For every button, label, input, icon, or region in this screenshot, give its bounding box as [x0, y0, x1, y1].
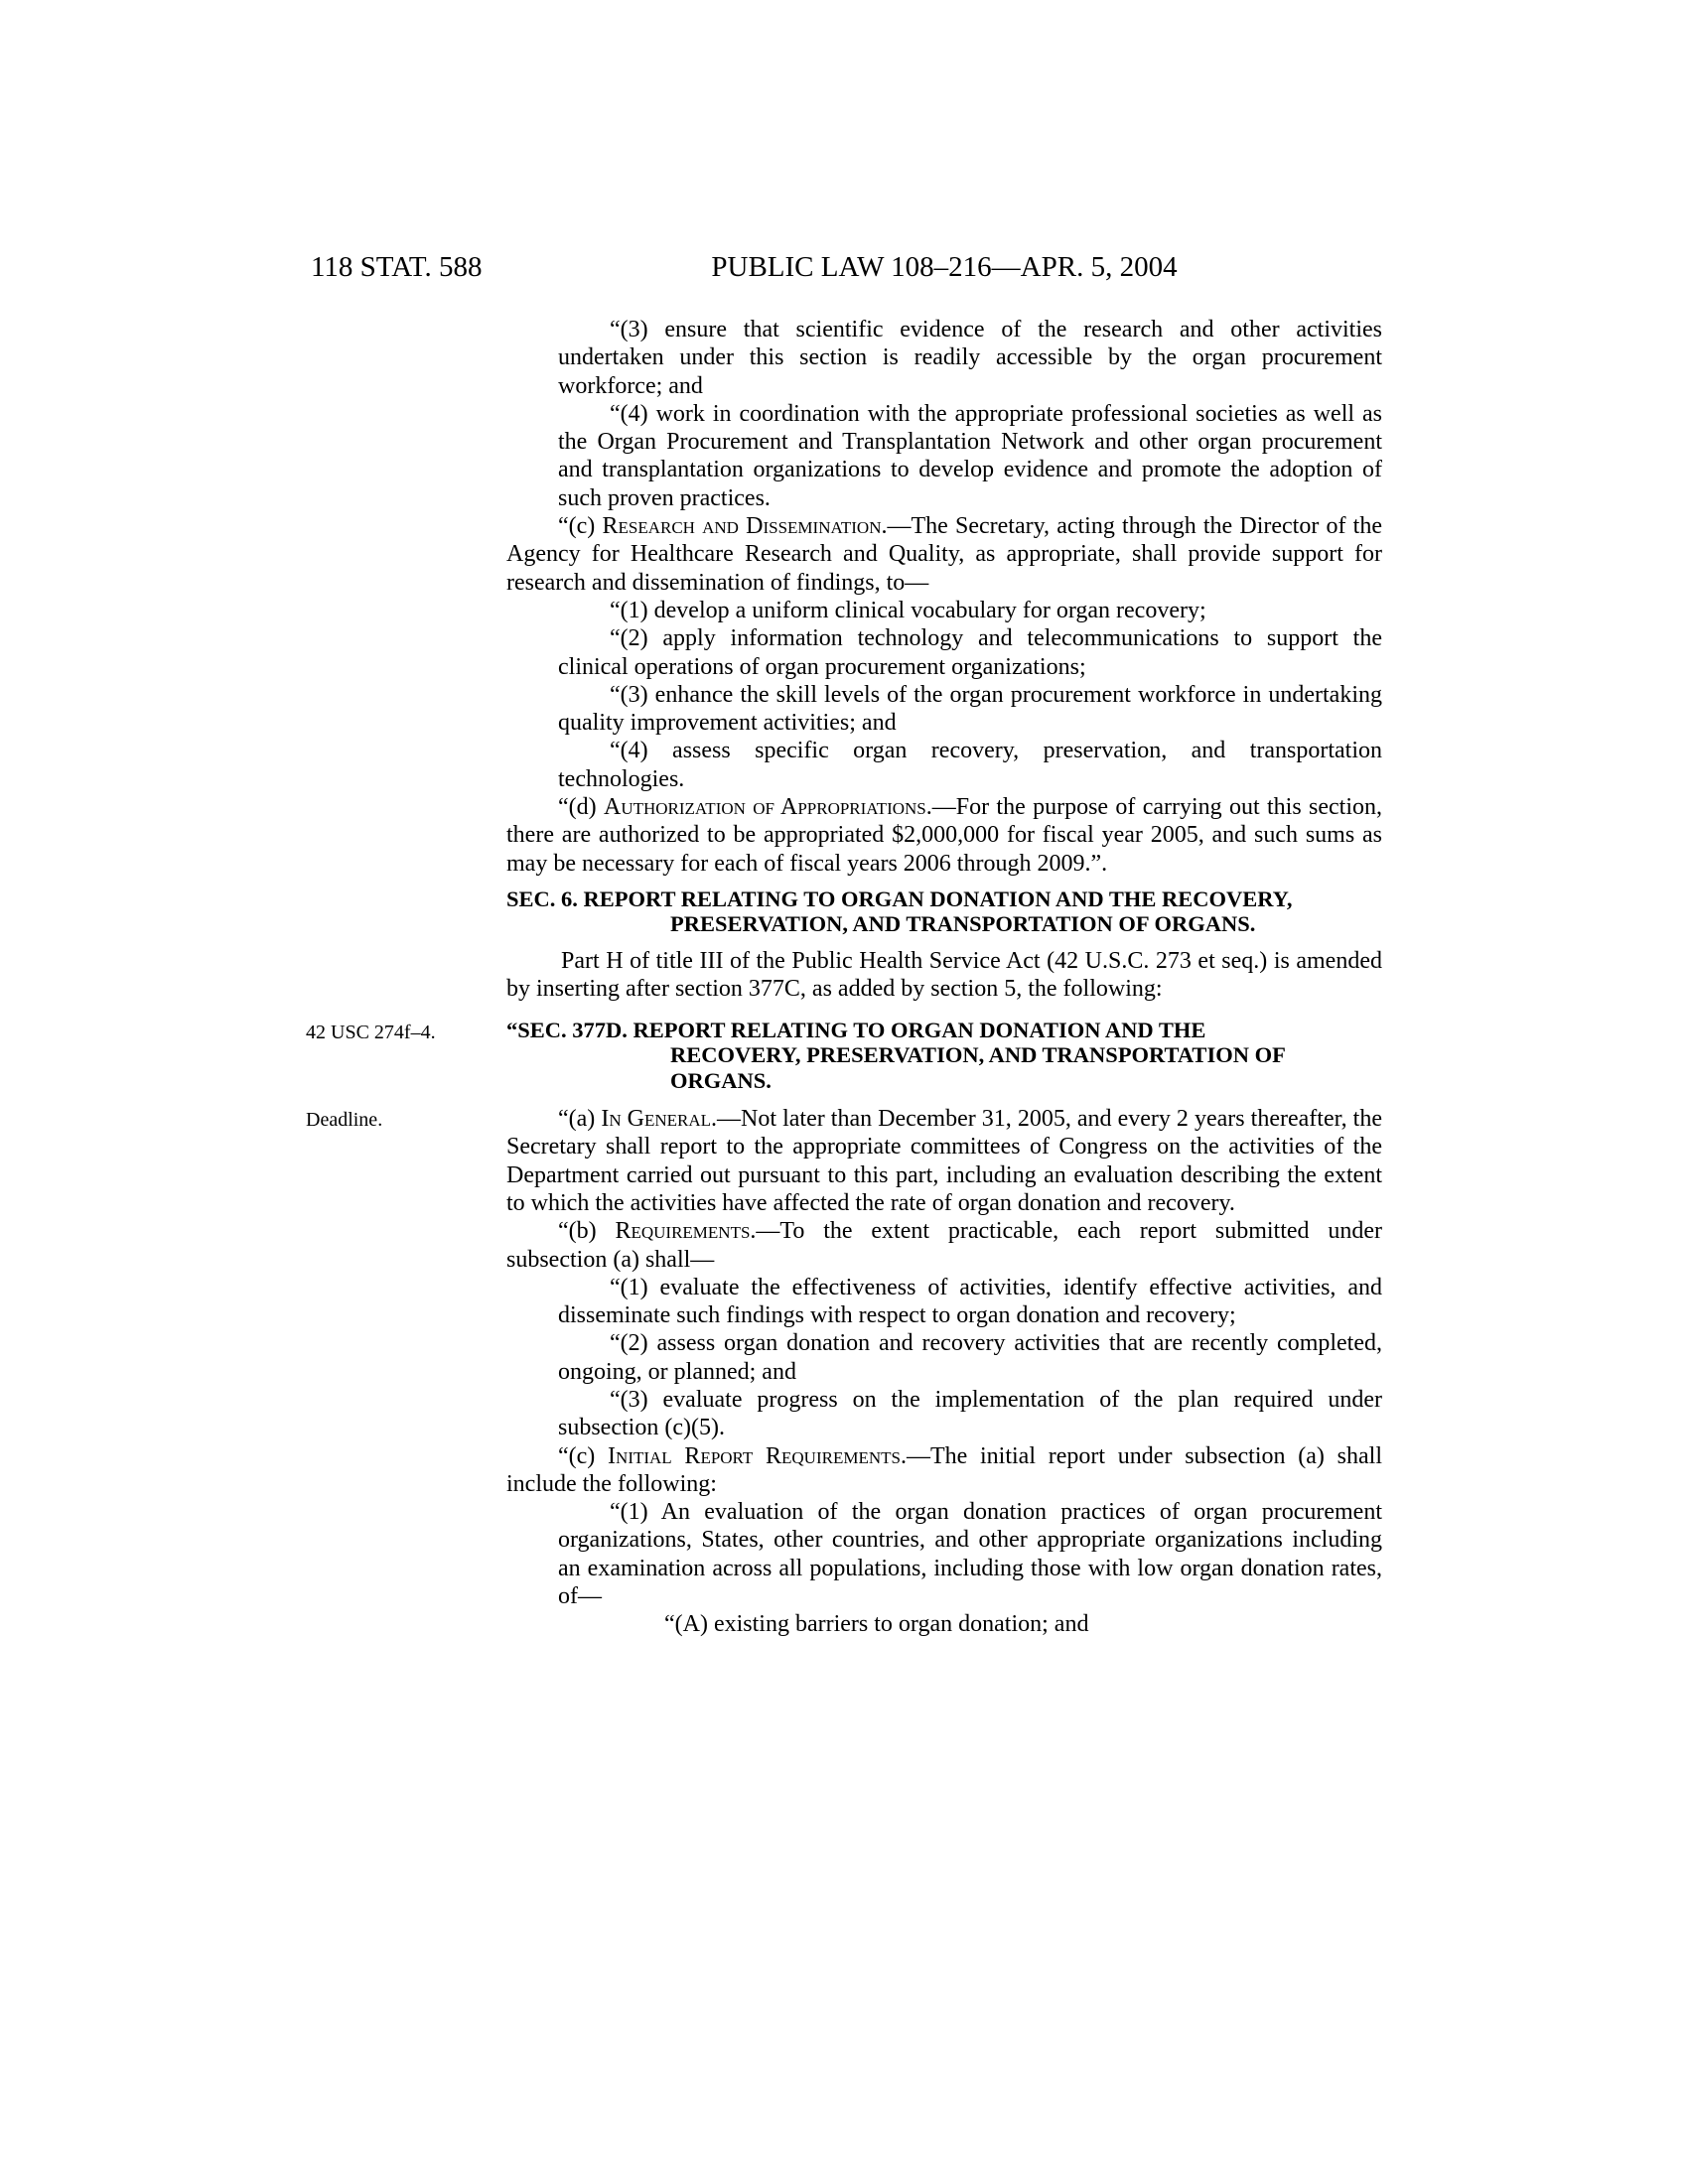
paragraph-text: .—The initial report under subsection (a) shall include the following:: [506, 1442, 1382, 1497]
paragraph-text: “(c): [558, 513, 603, 540]
stat-page-number: 118 STAT. 588: [311, 251, 483, 283]
paragraph-text: .—For the purpose of carrying out this section, there are authorized to be appropriated $2,000,000 for fiscal year 2005, and such sums as may be necessary for each of fiscal years 2006 through 2009.”.: [506, 794, 1383, 877]
section-heading: [506, 887, 1382, 937]
statute-paragraph: [506, 1217, 1382, 1274]
statute-paragraph: [558, 681, 1382, 738]
section-heading-line: ORGANS.: [670, 1067, 772, 1093]
statute-paragraph: [558, 316, 1382, 400]
paragraph-text: “(2) assess organ donation and recovery activities that are recently completed, ongoing, or planned; and: [558, 1330, 1382, 1385]
statute-paragraph: [558, 1274, 1382, 1330]
smallcaps-label: Initial Report Requirements: [608, 1442, 901, 1469]
paragraph-text: “(b): [558, 1218, 616, 1245]
section-heading: [306, 1017, 1382, 1094]
statute-paragraph: [306, 1105, 1382, 1217]
statute-paragraph: [506, 1442, 1382, 1499]
statute-paragraph: [558, 1329, 1382, 1386]
paragraph-text: “(2) apply information technology and telecommunications to support the clinical operations of organ procurement organizations;: [558, 625, 1382, 680]
paragraph-text: “(a): [558, 1106, 602, 1133]
smallcaps-label: Requirements: [615, 1218, 751, 1245]
section-heading-line: RECOVERY, PRESERVATION, AND TRANSPORTATION OF: [670, 1042, 1286, 1068]
section-heading-line: PRESERVATION, AND TRANSPORTATION OF ORGANS.: [670, 911, 1256, 937]
paragraph-text: “(c): [558, 1442, 609, 1469]
paragraph-text: “(1) evaluate the effectiveness of activities, identify effective activities, and disseminate such findings with respect to organ donation and recovery;: [558, 1274, 1382, 1329]
statute-paragraph: [558, 1498, 1382, 1610]
paragraph-text: “(d): [558, 794, 604, 821]
margin-note: Deadline.: [306, 1109, 383, 1132]
smallcaps-label: Authorization of Appropriations: [603, 794, 926, 821]
paragraph-text: .—Not later than December 31, 2005, and every 2 years thereafter, the Secretary shall report to the appropriate committees of Congress on the activities of the Department carried out pursuant to this part, including an evaluation describing the extent to which the activities have affected the rate of organ donation and recovery.: [506, 1106, 1382, 1216]
statute-paragraph: [506, 512, 1382, 597]
paragraph-text: “(1) develop a uniform clinical vocabulary for organ recovery;: [610, 597, 1206, 623]
statute-body: [306, 316, 1383, 1639]
paragraph-text: .—To the extent practicable, each report submitted under subsection (a) shall—: [506, 1218, 1382, 1273]
paragraph-text: Part H of title III of the Public Health Service Act (42 U.S.C. 273 et seq.) is amended by inserting after section 377C, as added by section 5, the following:: [506, 947, 1382, 1003]
paragraph-text: “(4) assess specific organ recovery, preservation, and transportation technologies.: [558, 738, 1382, 792]
statute-paragraph: [558, 400, 1382, 512]
paragraph-text: “(3) evaluate progress on the implementation of the plan required under subsection (c)(5).: [558, 1387, 1382, 1441]
paragraph-text: “(3) enhance the skill levels of the organ procurement workforce in undertaking quality improvement activities; and: [558, 681, 1382, 737]
section-heading-line: “SEC. 377D. REPORT RELATING TO ORGAN DONATION AND THE: [506, 1017, 1206, 1042]
paragraph-text: “(3) ensure that scientific evidence of the research and other activities undertaken under this section is readily accessible by the organ procurement workforce; and: [558, 317, 1382, 399]
smallcaps-label: In General: [601, 1106, 712, 1133]
statute-paragraph: [558, 624, 1382, 681]
margin-note: 42 USC 274f–4.: [306, 1021, 436, 1043]
statute-paragraph: [558, 737, 1382, 793]
paragraph-text: “(4) work in coordination with the appropriate professional societies as well as the Organ Procurement and Transplantation Network and other organ procurement and transplantation organizations to develop evidence and promote the adoption of such proven practices.: [558, 400, 1382, 511]
statute-paragraph: [506, 947, 1382, 1004]
statute-paragraph: [506, 793, 1382, 878]
statute-paragraph: [558, 597, 1382, 624]
paragraph-text: .—The Secretary, acting through the Director of the Agency for Healthcare Research and Quality, as appropriate, shall provide support for research and dissemination of findings, to—: [506, 513, 1383, 596]
statute-paragraph: [610, 1610, 1382, 1638]
section-heading-line: SEC. 6. REPORT RELATING TO ORGAN DONATION AND THE RECOVERY,: [506, 886, 1293, 911]
paragraph-text: “(A) existing barriers to organ donation; and: [664, 1611, 1089, 1638]
smallcaps-label: Research and Dissemination: [602, 513, 882, 540]
public-law-header: PUBLIC LAW 108–216—APR. 5, 2004: [711, 251, 1178, 283]
paragraph-text: “(1) An evaluation of the organ donation practices of organ procurement organizations, States, other countries, and other appropriate organizations including an examination across all populations, including those with low organ donation rates, of—: [558, 1499, 1382, 1610]
statute-paragraph: [558, 1386, 1382, 1442]
